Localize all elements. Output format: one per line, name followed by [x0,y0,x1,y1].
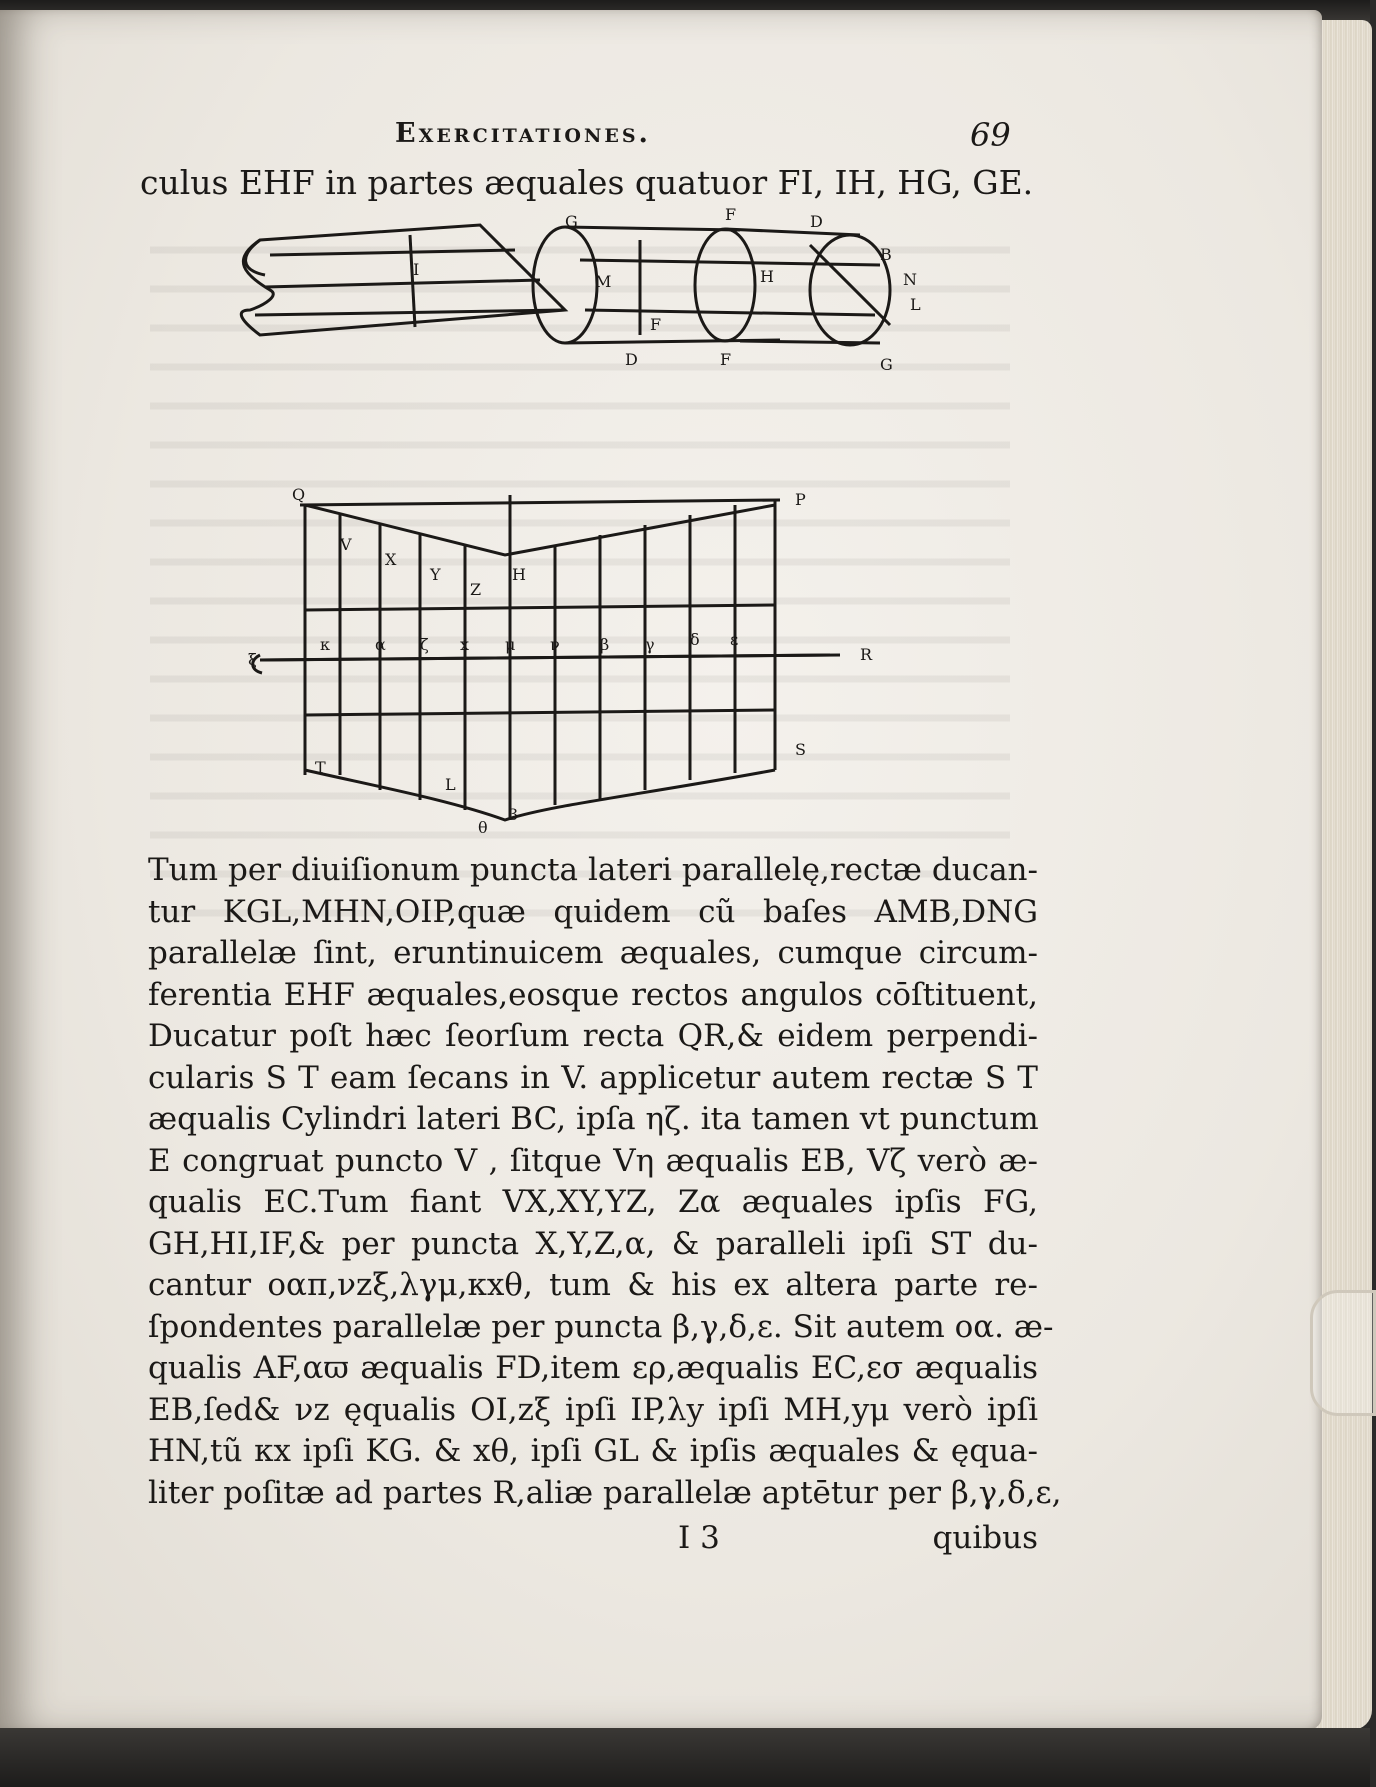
svg-text:T: T [315,758,326,777]
page-number: 69 [970,116,1011,154]
svg-text:H: H [760,267,774,286]
svg-text:F: F [720,350,732,369]
page-clip [1310,1290,1376,1416]
svg-text:Q: Q [292,485,306,504]
svg-text:x: x [460,635,470,654]
svg-text:D: D [810,212,823,231]
svg-text:X: X [385,550,397,569]
body-line: HN,tũ κx ipſi KG. & xθ, ipſi GL & ipſis æquales & ęqua- [148,1433,1038,1469]
body-line: qualis EC.Tum fiant VX,XY,YZ, Zα æquales ipſis FG, [148,1184,1038,1220]
body-line: E congruat puncto V , ſitque Vη æqualis EB, Vζ verò æ- [148,1142,1038,1179]
svg-text:β: β [600,635,610,654]
svg-text:α: α [375,635,386,654]
svg-text:κ: κ [320,635,330,654]
svg-text:I: I [413,260,420,279]
svg-text:L: L [910,295,921,314]
body-line: qualis AF,αϖ æqualis FD,item ερ,æqualis EC,εσ æqualis [148,1350,1038,1386]
body-line: tur KGL,MHN,OIP,quæ quidem cũ baſes AMB,DNG [148,893,1038,930]
svg-text:G: G [880,355,893,374]
body-line: ſpondentes parallelæ per puncta β,γ,δ,ε. Sit autem οα. æ- [148,1308,1054,1345]
svg-text:μ: μ [505,635,516,654]
svg-text:ζ: ζ [420,635,429,654]
figure-labels [248,205,921,837]
svg-text:Y: Y [430,565,441,584]
body-line: EB,ſed& νz ęqualis OI,zξ ipſi IP,λy ipſi MH,yμ verò ipſi [148,1391,1038,1428]
svg-text:3: 3 [508,805,519,824]
svg-text:ν: ν [550,635,560,654]
svg-text:H: H [512,565,526,584]
svg-text:ε: ε [730,630,739,649]
svg-text:G: G [565,212,578,231]
body-line: cantur οαπ,νzξ,λγμ,κxθ, tum & his ex altera parte re- [148,1267,1038,1303]
body-line: GH,HI,IF,& per puncta X,Y,Z,α, & paralleli ipſi ST du- [148,1225,1038,1262]
svg-text:F: F [725,205,737,224]
body-text [148,850,1062,1514]
cylinder-diagram [220,205,940,837]
svg-text:P: P [795,490,806,509]
body-line: ferentia EHF æquales,eosque rectos angulos cōſtituent, [148,976,1038,1013]
running-head: Exercitationes. [395,118,651,149]
geometric-figure [220,205,940,837]
body-line: parallelæ ſint, eruntinuicem æquales, cumque circum- [148,935,1038,971]
body-line: æqualis Cylindri lateri BC, ipſa ηζ. ita tamen vt punctum [148,1101,1039,1137]
svg-text:L: L [445,775,456,794]
svg-text:D: D [625,350,638,369]
svg-text:Z: Z [470,580,482,599]
signature-mark: I 3 [678,1520,720,1556]
body-line: Ducatur poſt hæc ſeorſum recta QR,& eidem perpendi- [148,1018,1038,1054]
first-text-line: culus EHF in partes æquales quatuor FI, IH, HG, GE. [140,163,1034,202]
svg-text:θ: θ [478,818,488,837]
book-bottom-shadow [0,1728,1370,1787]
catchword: quibus [932,1520,1038,1556]
body-line: liter poſitæ ad partes R,aliæ parallelæ aptētur per β,γ,δ,ε, [148,1474,1062,1511]
svg-text:N: N [903,270,917,289]
svg-text:γ: γ [645,635,655,654]
body-line: Tum per diuiſionum puncta lateri parallelę,rectæ ducan- [148,852,1038,888]
body-line: cularis S T eam ſecans in V. applicetur autem rectæ S T [148,1059,1038,1096]
svg-text:S: S [795,740,806,759]
svg-text:F: F [650,315,662,334]
svg-text:B: B [880,245,892,264]
svg-text:M: M [595,272,612,291]
svg-text:δ: δ [690,630,700,649]
svg-text:R: R [860,645,873,664]
page-footer [148,1520,1038,1560]
svg-text:ξ: ξ [248,650,257,669]
svg-text:V: V [340,535,352,554]
